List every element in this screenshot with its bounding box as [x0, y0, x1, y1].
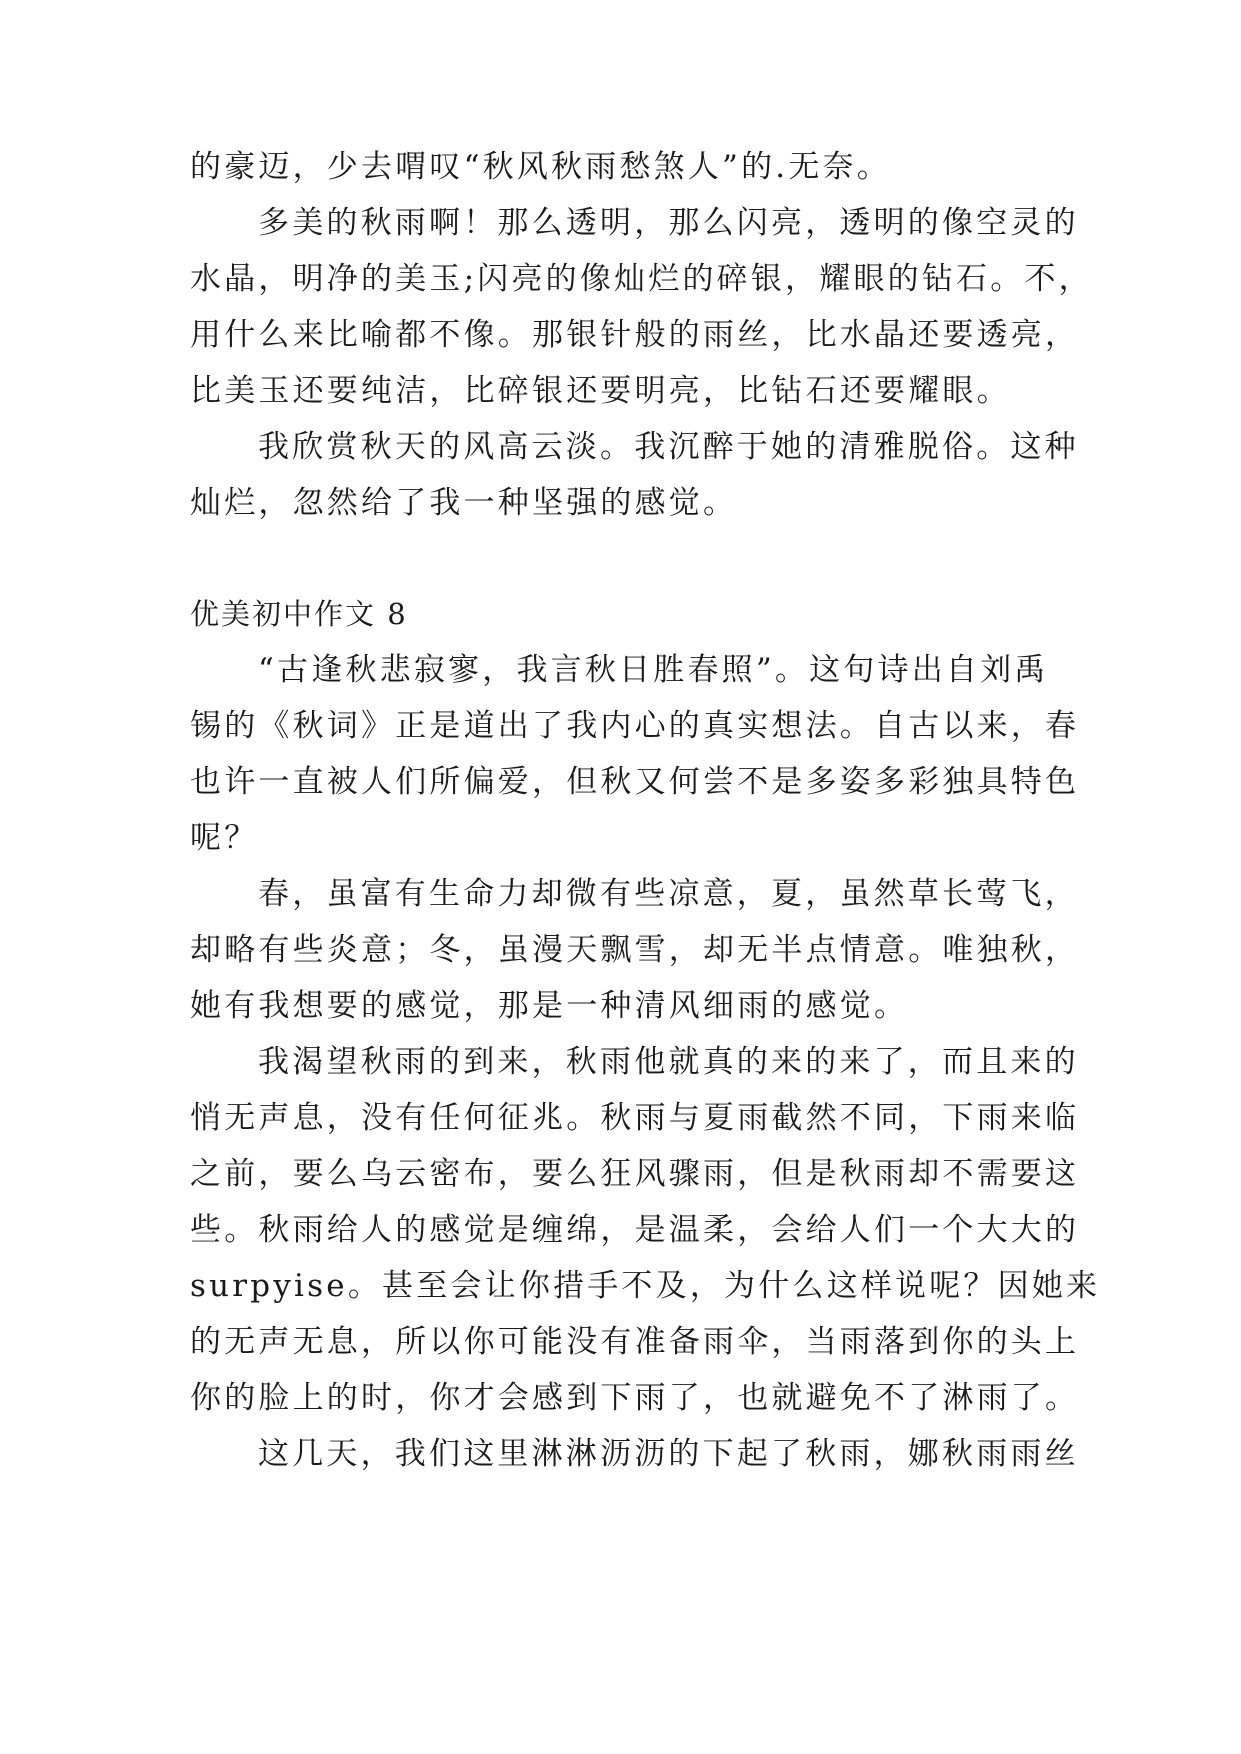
- paragraph-line: 悄无声息，没有任何征兆。秋雨与夏雨截然不同，下雨来临: [190, 1100, 1080, 1136]
- paragraph-line: surpyise。甚至会让你措手不及，为什么这样说呢？因她来: [190, 1268, 1101, 1304]
- paragraph-line: 我欣赏秋天的风高云淡。我沉醉于她的清雅脱俗。这种: [258, 429, 1079, 465]
- paragraph-line: 的无声无息，所以你可能没有准备雨伞，当雨落到你的头上: [190, 1324, 1080, 1360]
- paragraph-line: 之前，要么乌云密布，要么狂风骤雨，但是秋雨却不需要这: [190, 1156, 1080, 1192]
- paragraph-line: 水晶，明净的美玉;闪亮的像灿烂的碎银，耀眼的钻石。不，: [190, 261, 1093, 297]
- paragraph-line: 些。秋雨给人的感觉是缠绵，是温柔，会给人们一个大大的: [190, 1212, 1080, 1248]
- section-title: 优美初中作文 8: [190, 597, 408, 631]
- paragraph-line: 这几天，我们这里淋淋沥沥的下起了秋雨，娜秋雨雨丝: [258, 1436, 1079, 1472]
- paragraph-line: “古逢秋悲寂寥，我言秋日胜春照”。这句诗出自刘禹: [258, 652, 1049, 688]
- paragraph-line: 用什么来比喻都不像。那银针般的雨丝，比水晶还要透亮，: [190, 317, 1080, 353]
- paragraph-line: 多美的秋雨啊！那么透明，那么闪亮，透明的像空灵的: [258, 205, 1079, 241]
- paragraph-line: 也许一直被人们所偏爱，但秋又何尝不是多姿多彩独具特色: [190, 764, 1080, 800]
- paragraph-line: 比美玉还要纯洁，比碎银还要明亮，比钻石还要耀眼。: [190, 373, 1011, 409]
- paragraph-line: 你的脸上的时，你才会感到下雨了，也就避免不了淋雨了。: [190, 1380, 1080, 1416]
- paragraph-line: 她有我想要的感觉，那是一种清风细雨的感觉。: [190, 988, 909, 1024]
- paragraph-line: 呢？: [190, 820, 259, 856]
- paragraph-line: 我渴望秋雨的到来，秋雨他就真的来的来了，而且来的: [258, 1044, 1079, 1080]
- paragraph-line: 却略有些炎意；冬，虽漫天飘雪，却无半点情意。唯独秋，: [190, 932, 1080, 968]
- paragraph-line: 春，虽富有生命力却微有些凉意，夏，虽然草长莺飞，: [258, 876, 1079, 912]
- paragraph-line: 锡的《秋词》正是道出了我内心的真实想法。自古以来，春: [190, 708, 1080, 744]
- paragraph-line: 灿烂，忽然给了我一种坚强的感觉。: [190, 485, 738, 521]
- paragraph-line: 的豪迈，少去喟叹“秋风秋雨愁煞人”的.无奈。: [190, 149, 891, 185]
